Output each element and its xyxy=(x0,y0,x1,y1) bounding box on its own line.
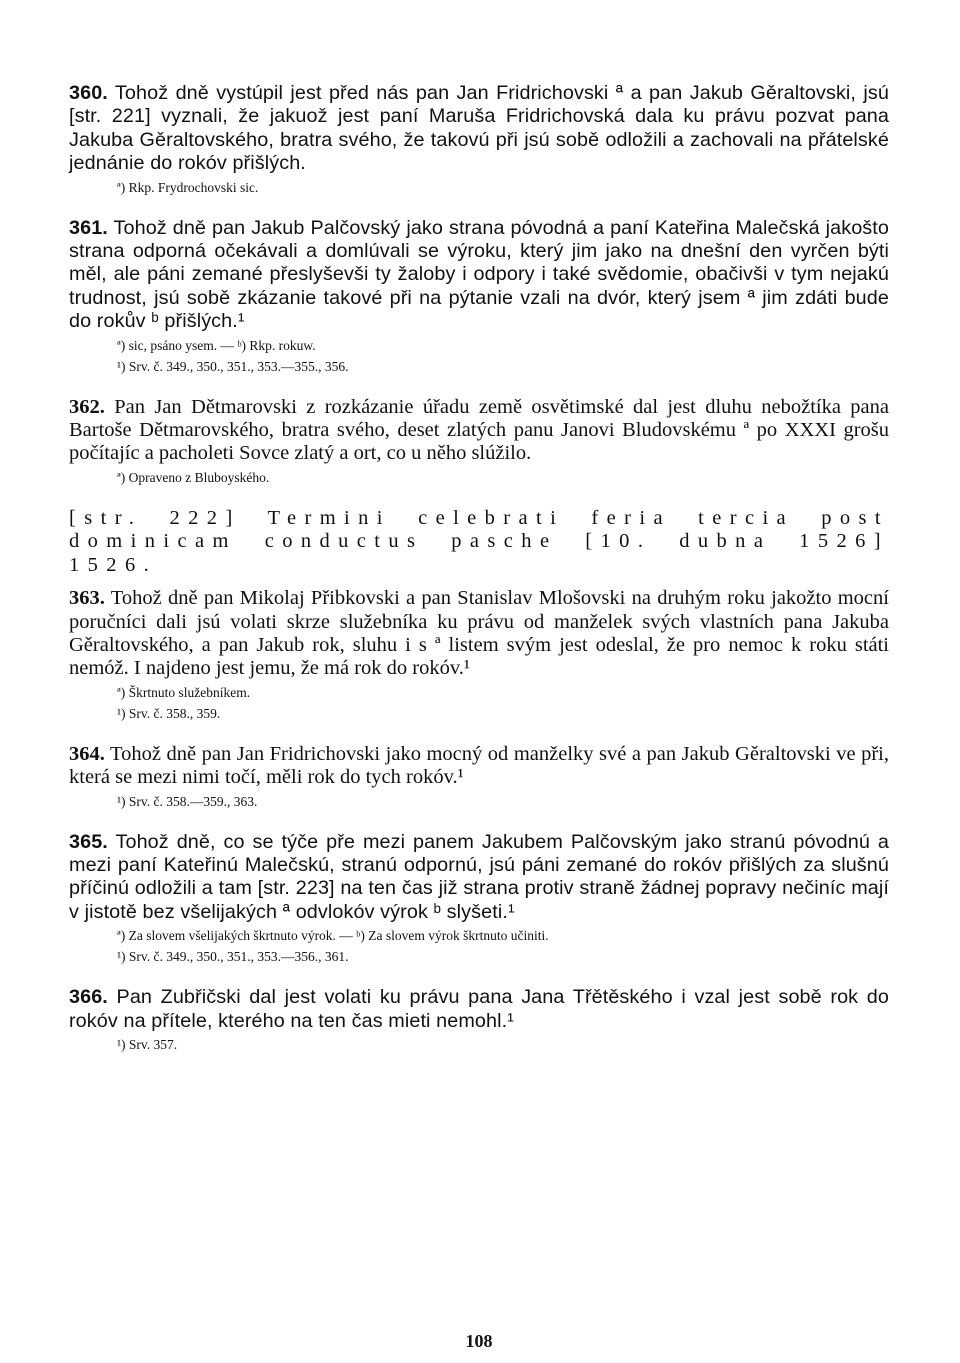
footnote: ¹) Srv. 357. xyxy=(117,1036,178,1052)
footnote: ª) sic, psáno ysem. — ᵇ) Rkp. rokuw. xyxy=(117,337,316,353)
entry-361 xyxy=(69,217,889,376)
entry-text: Tohož dně pan Jakub Palčovský jako strana póvodná a paní Kateřina Malečská jakošto strana odporná očekávali a domlúvali se výroku, který jim jako na dnešní den vyrčen býti měl, ale páni zemané přeslyševši ty žaloby i odpory i také svědomie, obačivši v tym nejakú trudnost, jsú sobě zkázanie takové při na pýtanie vzali na dvór, který jsem ª jim zdáti bude do rokův ᵇ přišlých.¹ xyxy=(69,216,889,333)
session-heading-text: [str. 222] Termini celebrati feria tercia post dominicam conductus pasche [10. dubna 1526] 1526. xyxy=(69,506,889,576)
entry-text: Tohož dně vystúpil jest před nás pan Jan Fridrichovski ª a pan Jakub Gěraltovski, jsú [str. 221] vyznali, že jakuož jest paní Maruša Fridrichovská dala ku právu pozvat pana Jakuba Gěraltovského, bratra svého, že takovú při jsú sobě odložili a zachovali na přátelské jednánie do rokóv přišlých. xyxy=(69,82,889,175)
document-page xyxy=(69,82,890,1351)
entry-text: Tohož dně pan Mikolaj Přibkovski a pan Stanislav Mlošovski na druhým roku jakožto mocní poručníci dali jsú volati skrze služebníka ku právu od manželek svých vlastních pana Jakuba Gěraltovského, a pan Jakub rok, sluhu i s ª listem svým jest odeslal, že pro nemoc k roku státi nemóž. I najdeno jest jemu, že má rok do rokóv.¹ xyxy=(69,587,889,680)
entry-363 xyxy=(69,587,889,723)
entry-number: 363. xyxy=(69,587,105,610)
page-number: 108 xyxy=(465,1331,493,1351)
entry-number: 362. xyxy=(69,395,105,418)
footnote: ¹) Srv. č. 358., 359. xyxy=(117,705,221,721)
entry-text: Pan Jan Dětmarovski z rozkázanie úřadu země osvětimské dal jest dluhu nebožtíka pana Bartoše Dětmarovského, bratra svého, deset zlatých panu Janovi Bludovskému ª po XXXI grošu počítajíc a pacholeti Sovce zlatý a ort, co u něho slúžilo. xyxy=(69,395,890,465)
entry-number: 360. xyxy=(69,82,108,104)
entry-number: 361. xyxy=(69,216,108,239)
footnote: ª) Opraveno z Bluboyského. xyxy=(117,469,270,485)
session-heading xyxy=(69,507,889,577)
footnote: ª) Za slovem všelijakých škrtnuto výrok. — ᵇ) Za slovem výrok škrtnuto učiniti. xyxy=(117,928,549,944)
entry-364 xyxy=(69,743,889,811)
entry-number: 364. xyxy=(69,742,105,765)
entry-362 xyxy=(69,396,889,487)
entry-number: 366. xyxy=(69,986,108,1009)
entry-number: 365. xyxy=(69,830,108,853)
entry-366 xyxy=(69,986,889,1054)
footnote: ¹) Srv. č. 358.—359., 363. xyxy=(117,793,258,809)
entry-text: Tohož dně, co se týče pře mezi panem Jakubem Palčovským jako stranú póvodnú a mezi paní Kateřinú Malečskú, stranú odpornú, jsú páni zemané do rokóv přišlých za slušnú příčinú odložili a tam [str. 223] na ten čas již strana protiv straně žádnej popravy nečiníc mají v jistotě bez všelijakých ª odvlokóv výrok ᵇ slyšeti.¹ xyxy=(69,830,889,923)
footnote: ¹) Srv. č. 349., 350., 351., 353.—356., 361. xyxy=(117,949,349,965)
footnote: ª) Škrtnuto služebníkem. xyxy=(117,684,251,700)
entry-365 xyxy=(69,831,889,967)
entry-text: Tohož dně pan Jan Fridrichovski jako mocný od manželky své a pan Jakub Gěraltovski ve při, která se mezi nimi točí, měli rok do tych rokóv.¹ xyxy=(69,742,889,789)
footnote: ª) Rkp. Frydrochovski sic. xyxy=(117,179,259,195)
entry-360 xyxy=(69,82,889,197)
footnote: ¹) Srv. č. 349., 350., 351., 353.—355., 356. xyxy=(117,358,349,374)
entry-text: Pan Zubřičski dal jest volati ku právu pana Jana Třětěského i vzal jest sobě rok do rokóv na přítele, kterého na ten čas mieti nemohl.¹ xyxy=(69,986,889,1032)
